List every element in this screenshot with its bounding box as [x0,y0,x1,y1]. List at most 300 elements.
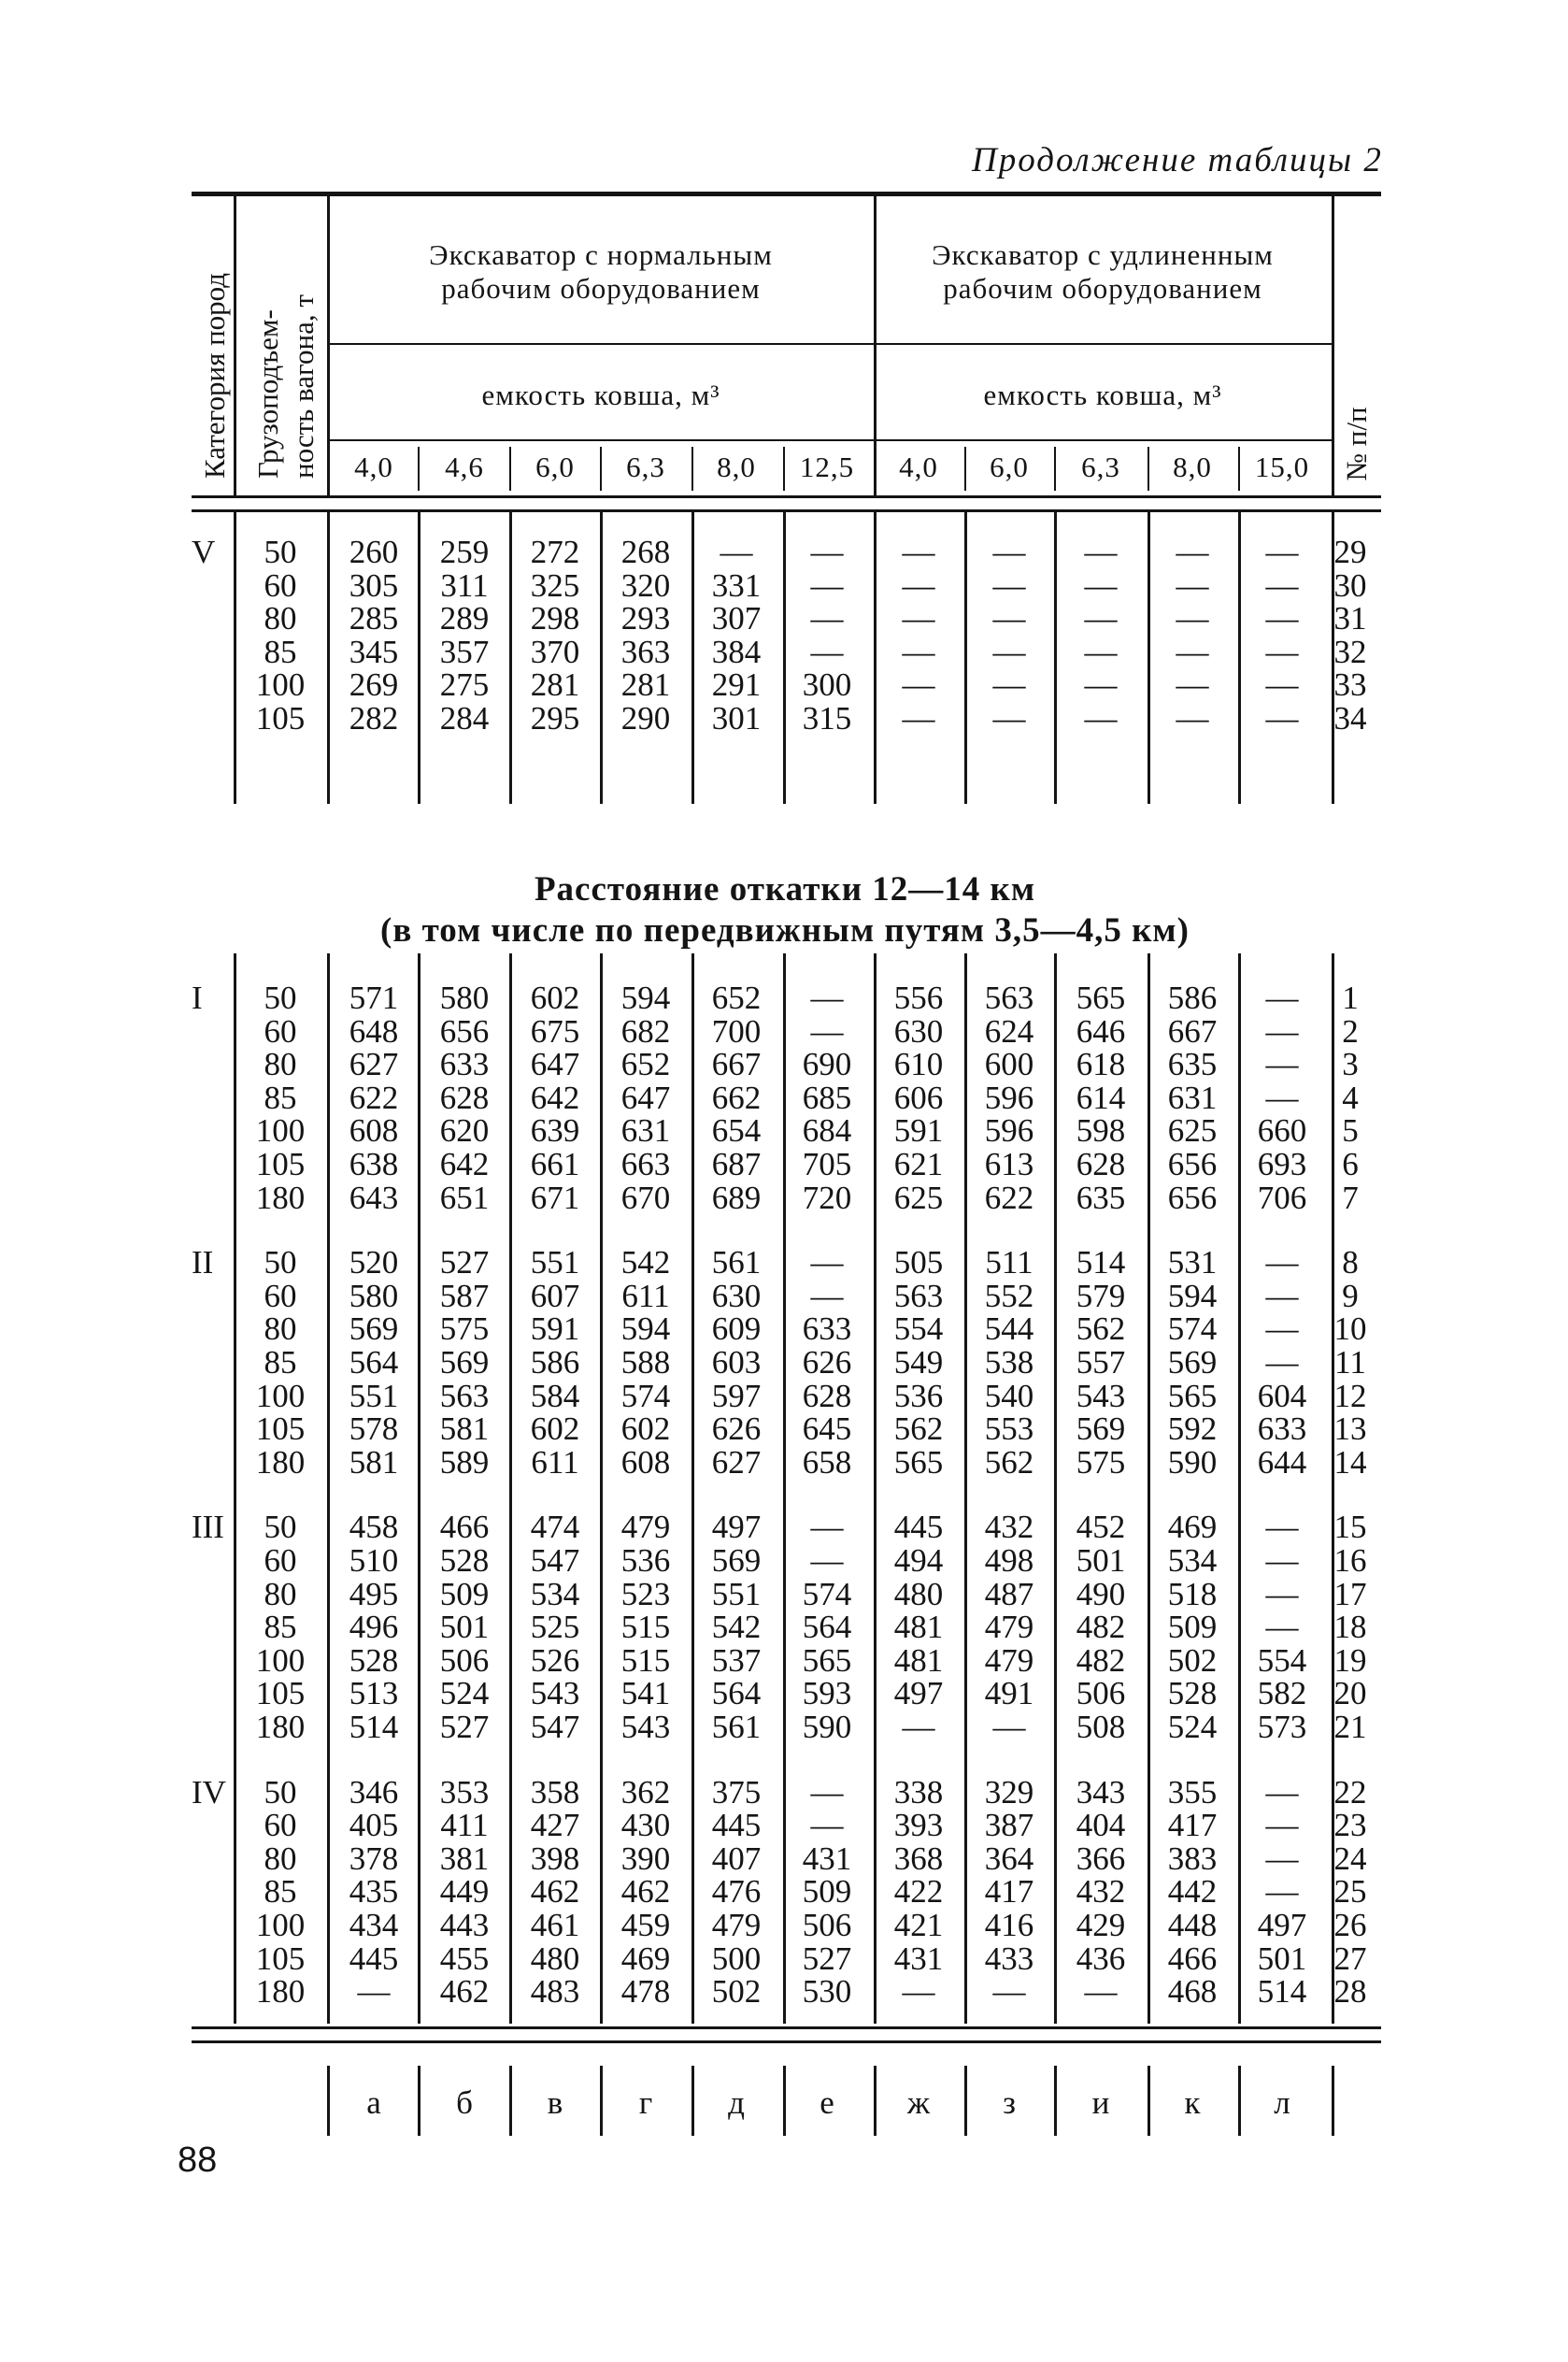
column-rule [1054,953,1057,2024]
table-cell: 445 [893,1509,944,1546]
table-cell: 658 [802,1443,852,1481]
rule [874,439,1332,441]
table-cell: 564 [711,1675,762,1712]
table-cell: 557 [1076,1344,1126,1381]
table-cell: 610 [893,1046,944,1083]
column-letter: ж [906,2084,931,2121]
column-rule [418,447,420,491]
row-index: 23 [1333,1807,1367,1844]
table-cell: — [810,1807,844,1844]
table-cell: 531 [1167,1244,1218,1281]
row-index: 6 [1342,1146,1359,1182]
table-cell: 631 [1167,1079,1218,1116]
row-index: 25 [1333,1873,1367,1911]
table-cell: 569 [711,1542,762,1579]
column-rule [509,2066,512,2136]
table-cell: 445 [711,1807,762,1844]
row-index: 9 [1342,1277,1359,1314]
column-rule [1238,2066,1241,2136]
table-cell: 514 [349,1709,399,1745]
table-cell: 544 [984,1310,1034,1348]
table-cell: 602 [620,1410,671,1448]
table-cell: 537 [711,1641,762,1679]
load-capacity: 50 [264,980,297,1016]
table-cell: 509 [439,1575,490,1612]
table-cell: 553 [984,1410,1034,1448]
table-cell: 627 [711,1443,762,1481]
row-index: 24 [1333,1839,1367,1877]
table-cell: 387 [984,1807,1034,1844]
table-cell: 479 [711,1907,762,1943]
table-cell: 591 [893,1112,944,1150]
table-cell: 523 [620,1575,671,1612]
table-cell: 591 [530,1310,580,1348]
table-cell: 624 [984,1012,1034,1050]
table-cell: 647 [530,1046,580,1083]
column-rule [234,196,236,495]
table-cell: 556 [893,980,944,1016]
table-cell: 291 [711,666,762,704]
table-cell: 315 [802,700,852,737]
table-cell: 638 [349,1146,399,1182]
column-rule [964,512,967,804]
table-cell: 260 [349,534,399,570]
row-index: 29 [1333,534,1367,570]
table-cell: 565 [893,1443,944,1481]
table-cell: 656 [439,1012,490,1050]
row-index: 10 [1333,1310,1367,1348]
table-cell: 700 [711,1012,762,1050]
bucket-capacity-label-extended: емкость ковша, м³ [983,379,1222,411]
table-cell: 670 [620,1179,671,1216]
table-cell: 596 [984,1112,1034,1150]
table-cell: 275 [439,666,490,704]
table-cell: — [1084,700,1118,737]
table-cell: 534 [530,1575,580,1612]
load-capacity: 80 [264,600,297,637]
table-cell: 602 [530,980,580,1016]
table-cell: 528 [439,1542,490,1579]
column-rule [691,512,694,804]
table-cell: 417 [984,1873,1034,1911]
table-cell: 584 [530,1377,580,1414]
category-label: II [192,1244,214,1281]
row-index: 2 [1342,1012,1359,1050]
table-cell: — [1265,566,1299,604]
table-cell: 393 [893,1807,944,1844]
row-index: 31 [1333,600,1367,637]
column-rule [1054,512,1057,804]
table-cell: 693 [1257,1146,1307,1182]
table-cell: 469 [620,1940,671,1977]
load-capacity: 85 [264,633,297,670]
table-cell: 462 [530,1873,580,1911]
load-capacity: 180 [255,1709,306,1745]
table-cell: 682 [620,1012,671,1050]
row-index: 17 [1333,1575,1367,1612]
row-index: 33 [1333,666,1367,704]
table-cell: 362 [620,1773,671,1811]
row-index: 19 [1333,1641,1367,1679]
table-cell: — [810,1509,844,1546]
table-cell: 338 [893,1773,944,1811]
table-cell: 628 [802,1377,852,1414]
table-cell: 607 [530,1277,580,1314]
table-cell: 404 [1076,1807,1126,1844]
column-rule [874,512,877,804]
table-cell: 590 [802,1709,852,1745]
bucket-capacity-value: 8,0 [717,451,756,483]
row-index: 15 [1333,1509,1367,1546]
table-cell: — [720,534,753,570]
table-cell: 609 [711,1310,762,1348]
table-cell: — [1176,666,1209,704]
load-capacity: 180 [255,1973,306,2011]
section-caption: Расстояние откатки 12—14 км (в том числе по передвижным путям 3,5—4,5 км) [380,870,1190,950]
load-capacity-header: Грузоподъем- ность вагона, т [251,294,320,479]
row-index: 13 [1333,1410,1367,1448]
table-cell: 618 [1076,1046,1126,1083]
table-cell: 343 [1076,1773,1126,1811]
category-label: V [192,534,216,570]
table-cell: — [357,1973,391,2011]
table-cell: 421 [893,1907,944,1943]
table-cell: 604 [1257,1377,1307,1414]
table-cell: — [902,600,935,637]
row-index: 30 [1333,566,1367,604]
table-cell: 468 [1167,1973,1218,2011]
row-index: 4 [1342,1079,1359,1116]
table-cell: 482 [1076,1641,1126,1679]
load-capacity: 50 [264,1509,297,1546]
table-cell: 587 [439,1277,490,1314]
table-cell: — [992,700,1026,737]
column-rule [327,953,330,2024]
table-cell: 656 [1167,1179,1218,1216]
load-capacity: 60 [264,1807,297,1844]
table-cell: 613 [984,1146,1034,1182]
table-cell: 502 [1167,1641,1218,1679]
table-cell: 552 [984,1277,1034,1314]
table-cell: 654 [711,1112,762,1150]
table-cell: 675 [530,1012,580,1050]
table-cell: 434 [349,1907,399,1943]
rule [192,495,1381,498]
bucket-capacity-value: 12,5 [799,451,855,483]
table-cell: 565 [1076,980,1126,1016]
rule [192,2040,1381,2043]
table-cell: 647 [620,1079,671,1116]
table-cell: 642 [530,1079,580,1116]
table-cell: 301 [711,700,762,737]
load-capacity: 80 [264,1310,297,1348]
table-cell: 635 [1076,1179,1126,1216]
table-cell: 494 [893,1542,944,1579]
table-cell: 626 [802,1344,852,1381]
table-cell: 648 [349,1012,399,1050]
table-cell: 281 [530,666,580,704]
table-cell: 290 [620,700,671,737]
table-cell: 652 [620,1046,671,1083]
table-cell: — [1084,534,1118,570]
load-capacity: 85 [264,1079,297,1116]
bucket-capacity-value: 15,0 [1254,451,1310,483]
table-cell: 536 [620,1542,671,1579]
table-cell: 307 [711,600,762,637]
table-cell: — [1265,1344,1299,1381]
table-cell: 366 [1076,1839,1126,1877]
table-cell: 411 [440,1807,489,1844]
table-cell: 490 [1076,1575,1126,1612]
column-letter: в [547,2084,563,2121]
table-cell: 496 [349,1609,399,1646]
table-cell: 432 [1076,1873,1126,1911]
table-cell: — [810,534,844,570]
table-cell: 358 [530,1773,580,1811]
table-cell: 305 [349,566,399,604]
load-capacity: 60 [264,1542,297,1579]
table-cell: 554 [893,1310,944,1348]
table-cell: 398 [530,1839,580,1877]
table-cell: 506 [439,1641,490,1679]
table-cell: 630 [893,1012,944,1050]
table-cell: — [992,633,1026,670]
load-capacity: 105 [255,1410,306,1448]
load-capacity: 100 [255,1907,306,1943]
table-cell: — [1265,1012,1299,1050]
load-capacity: 180 [255,1443,306,1481]
table-cell: 530 [802,1973,852,2011]
table-cell: 569 [349,1310,399,1348]
column-rule [509,953,512,2024]
table-cell: 580 [439,980,490,1016]
column-rule [964,447,966,491]
table-cell: 660 [1257,1112,1307,1150]
table-cell: 563 [439,1377,490,1414]
table-cell: 345 [349,633,399,670]
load-capacity: 85 [264,1344,297,1381]
table-cell: — [810,566,844,604]
row-index: 16 [1333,1542,1367,1579]
column-rule [874,196,877,495]
table-cell: 476 [711,1873,762,1911]
table-cell: 368 [893,1839,944,1877]
normal-equipment-header: Экскаватор с нормальным рабочим оборудованием [429,238,773,305]
table-cell: 436 [1076,1940,1126,1977]
column-rule [783,953,786,2024]
table-cell: 687 [711,1146,762,1182]
table-cell: — [992,1709,1026,1745]
bucket-capacity-value: 8,0 [1173,451,1212,483]
table-cell: 594 [620,1310,671,1348]
table-cell: 520 [349,1244,399,1281]
row-index: 11 [1334,1344,1366,1381]
table-cell: 510 [349,1542,399,1579]
table-cell: 608 [620,1443,671,1481]
table-cell: 633 [439,1046,490,1083]
table-cell: 509 [1167,1609,1218,1646]
row-index: 34 [1333,700,1367,737]
column-letter: а [366,2084,381,2121]
bucket-capacity-value: 4,6 [445,451,484,483]
column-rule [1332,2066,1334,2136]
bucket-capacity-value: 6,3 [1081,451,1120,483]
load-capacity: 60 [264,566,297,604]
category-label: IV [192,1773,226,1811]
table-cell: 574 [1167,1310,1218,1348]
table-cell: 575 [1076,1443,1126,1481]
table-cell: 501 [439,1609,490,1646]
table-cell: 541 [620,1675,671,1712]
table-cell: — [1265,1575,1299,1612]
table-cell: — [1265,534,1299,570]
table-cell: — [1265,1277,1299,1314]
table-cell: — [1265,700,1299,737]
table-cell: 435 [349,1873,399,1911]
table-cell: 480 [893,1575,944,1612]
table-cell: 363 [620,633,671,670]
table-cell: 597 [711,1377,762,1414]
table-cell: 630 [711,1277,762,1314]
table-cell: — [1265,666,1299,704]
table-cell: 586 [1167,980,1218,1016]
table-cell: 325 [530,566,580,604]
table-cell: — [1265,1839,1299,1877]
table-cell: 706 [1257,1179,1307,1216]
category-header: Категория пород [198,272,231,479]
table-cell: 569 [439,1344,490,1381]
bucket-capacity-value: 6,0 [990,451,1029,483]
table-cell: 443 [439,1907,490,1943]
column-rule [1332,196,1334,495]
table-cell: — [1084,1973,1118,2011]
column-letter: е [820,2084,834,2121]
column-rule [600,512,603,804]
table-cell: 594 [620,980,671,1016]
column-letter: л [1274,2084,1290,2121]
column-rule [418,512,421,804]
table-cell: 293 [620,600,671,637]
table-cell: 589 [439,1443,490,1481]
table-cell: — [1265,1542,1299,1579]
table-cell: 481 [893,1641,944,1679]
table-cell: 469 [1167,1509,1218,1546]
column-rule [783,2066,786,2136]
table-cell: 575 [439,1310,490,1348]
table-cell: — [1084,566,1118,604]
table-cell: 515 [620,1641,671,1679]
bucket-capacity-label-normal: емкость ковша, м³ [481,379,720,411]
row-index: 3 [1342,1046,1359,1083]
load-capacity: 60 [264,1277,297,1314]
table-cell: 357 [439,633,490,670]
table-cell: 479 [620,1509,671,1546]
table-cell: 705 [802,1146,852,1182]
table-cell: — [992,600,1026,637]
table-cell: 514 [1257,1973,1307,2011]
table-cell: — [1084,666,1118,704]
table-cell: 508 [1076,1709,1126,1745]
table-cell: — [1265,1079,1299,1116]
table-cell: 551 [530,1244,580,1281]
table-cell: 268 [620,534,671,570]
column-rule [783,447,785,491]
table-cell: 547 [530,1542,580,1579]
table-cell: 536 [893,1377,944,1414]
column-rule [1147,512,1150,804]
table-cell: — [1176,700,1209,737]
table-cell: 269 [349,666,399,704]
table-cell: 627 [349,1046,399,1083]
table-cell: 455 [439,1940,490,1977]
table-cell: 514 [1076,1244,1126,1281]
table-cell: 626 [711,1410,762,1448]
load-capacity: 105 [255,1146,306,1182]
load-capacity: 105 [255,1675,306,1712]
table-cell: 549 [893,1344,944,1381]
column-rule [1147,447,1149,491]
table-cell: 621 [893,1146,944,1182]
column-rule [874,953,877,2024]
table-cell: 527 [439,1709,490,1745]
table-cell: 433 [984,1940,1034,1977]
table-cell: 581 [439,1410,490,1448]
table-cell: 564 [349,1344,399,1381]
table-cell: 543 [530,1675,580,1712]
table-cell: 487 [984,1575,1034,1612]
table-cell: 562 [1076,1310,1126,1348]
column-letter: д [728,2084,745,2121]
table-cell: 571 [349,980,399,1016]
table-cell: 272 [530,534,580,570]
table-cell: — [810,980,844,1016]
table-cell: — [992,1973,1026,2011]
table-cell: 614 [1076,1079,1126,1116]
table-cell: 581 [349,1443,399,1481]
table-cell: 497 [1257,1907,1307,1943]
table-cell: 639 [530,1112,580,1150]
table-cell: 282 [349,700,399,737]
table-cell: 631 [620,1112,671,1150]
table-cell: 542 [620,1244,671,1281]
table-cell: 534 [1167,1542,1218,1579]
row-index: 26 [1333,1907,1367,1943]
column-rule [691,2066,694,2136]
row-index: 14 [1333,1443,1367,1481]
load-capacity: 105 [255,1940,306,1977]
table-cell: 547 [530,1709,580,1745]
table-cell: 320 [620,566,671,604]
table-cell: 608 [349,1112,399,1150]
table-cell: 353 [439,1773,490,1811]
table-cell: — [1265,633,1299,670]
table-cell: 452 [1076,1509,1126,1546]
table-cell: — [1265,600,1299,637]
index-header: № п/п [1340,407,1373,481]
column-rule [509,447,511,491]
table-cell: — [1265,1244,1299,1281]
column-rule [783,512,786,804]
table-cell: 590 [1167,1443,1218,1481]
column-letter: и [1091,2084,1110,2121]
table-cell: — [1265,1046,1299,1083]
table-cell: 370 [530,633,580,670]
row-index: 27 [1333,1940,1367,1977]
table-cell: — [1265,1807,1299,1844]
rule [192,509,1381,512]
table-cell: 466 [439,1509,490,1546]
table-cell: 633 [1257,1410,1307,1448]
